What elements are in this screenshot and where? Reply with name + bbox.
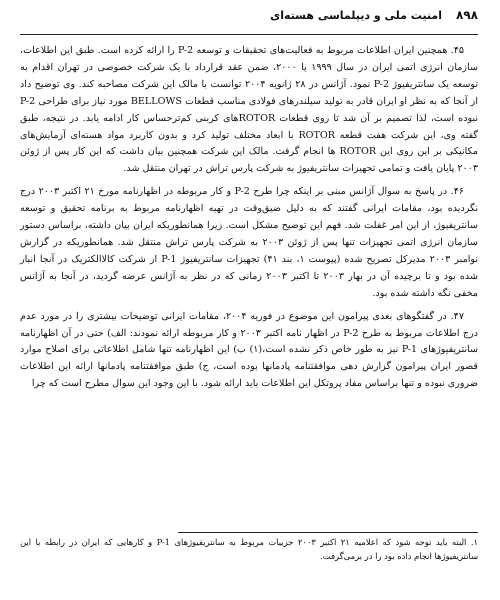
paragraph-47: ۴۷. در گفتگوهای بعدی پیرامون این موضوع در فوریه ۲۰۰۴، مقامات ایرانی توضیحات بیشتری را در مورد عدم درج اطلاعات مربوط به طرح P-2 در اظهار نامه اکتبر ۲۰۰۳ و کار مربوطه ارائه نمودند: الف) حتی در آن اظهارنامه سانتریفیوژهای P-1 نیز به طور خاص ذکر نشده است،(۱) ب) این اظهارنامه تنها شامل اطلاعاتی برای اصلاح موارد قصور ایران پیرامون گزارش دهی موافقتنامه پادمانها بوده است، ج) طبق موافقتنامه پادمانها ارائه این اطلاعات ضروری نبوده و تنها براساس مفاد پروتکل این اطلاعات باید ارائه شود. با این وجود این سوال مطرح است که چرا	[20, 310, 479, 390]
footnote-rule	[178, 532, 478, 533]
paragraph-45: ۴۵. همچنین ایران اطلاعات مربوط به فعالیت‌های تحقیقات و توسعه P-2 را ارائه کرده است. طبق این اطلاعات، سازمان انرژی اتمی ایران در سال ۱۹۹۹ یا ۲۰۰۰، ضمن عقد قرارداد با یک شرکت خصوصی در تهران اقدام به توسعه یک سانتریفیوژ P-2 نمود. آژانس در ۲۸ ژانویه ۲۰۰۴ توانست با مالک این شرکت مصاحبه کند. وی توضیح داد از آنجا که به نظر او ایران قادر به تولید سیلندرهای فولادی مناسب قطعات BELLOWS مورد نیاز برای طراحی P-2 نبوده است، لذا تصمیم بر آن شد تا روی قطعات ROTORهای کربنی کم‌ترحساس کار ادامه یابد. در نتیجه، طبق گفته وی، این شرکت هفت قطعه ROTOR با ابعاد مختلف تولید کرد و بدون کاربرد مواد هسته‌ای آزمایش‌های مکانیکی بر این روی این ROTOR ها انجام گرفت. مالک این شرکت همچنین بیان داشت که این کار پس از ژوئن ۲۰۰۳ پایان یافت و تمامی تجهیزات سانتریفیوژ به شرکت پارس تراش در تهران منتقل شد.	[20, 45, 479, 175]
page-number: ۸۹۸	[456, 8, 478, 22]
footnote: ۱. البته باید توجه شود که اعلامیه ۲۱ اکتبر ۲۰۰۳ جزییات مربوط به سانتریفیوژهای P-1 و کارهایی که ایران در رابطه با این سانتریفیوژها انجام داده بود را در برمی‌گرفت.	[20, 537, 478, 561]
page-header	[20, 8, 478, 32]
header-rule	[20, 34, 478, 35]
paragraph-46: ۴۶. در پاسخ به سوال آژانس مبنی بر اینکه چرا طرح P-2 و کار مربوطه در اظهارنامه مورخ ۲۱ اکتبر ۲۰۰۳ درج نگردیده بود، مقامات ایرانی گفتند که به دلیل ضیق‌وقت در تهیه اظهارنامه مربوط به برنامه تحقیق و توسعه سانتریفیوژ، از این امر غفلت شد. فهم این توضیح مشکل است. زیرا همانطوریکه ایران بیان داشته، براساس دستور سازمان انرژی اتمی تجهیزات تنها پس از ژوئن ۲۰۰۳ به شرکت پارس تراش منتقل شد. همانطوریکه در گزارش نوامبر ۲۰۰۳ مدیرکل تصریح شده (پیوست ۱، بند ۴۱) تجهیزات سانتریفیوژ P-1 از شرکت کالاالکتریک در آنجا انبار شده بود و تا برچیده آن در بهار ۲۰۰۳ تا اکتبر ۲۰۰۳ زمانی که در نظر به آژانس عرضه گردید، در آنجا به آژانس مخفی نگه داشته شده بود.	[20, 186, 478, 299]
body-text	[20, 43, 478, 393]
running-title: امنیت ملی و دیپلماسی هسته‌ای	[270, 9, 443, 22]
